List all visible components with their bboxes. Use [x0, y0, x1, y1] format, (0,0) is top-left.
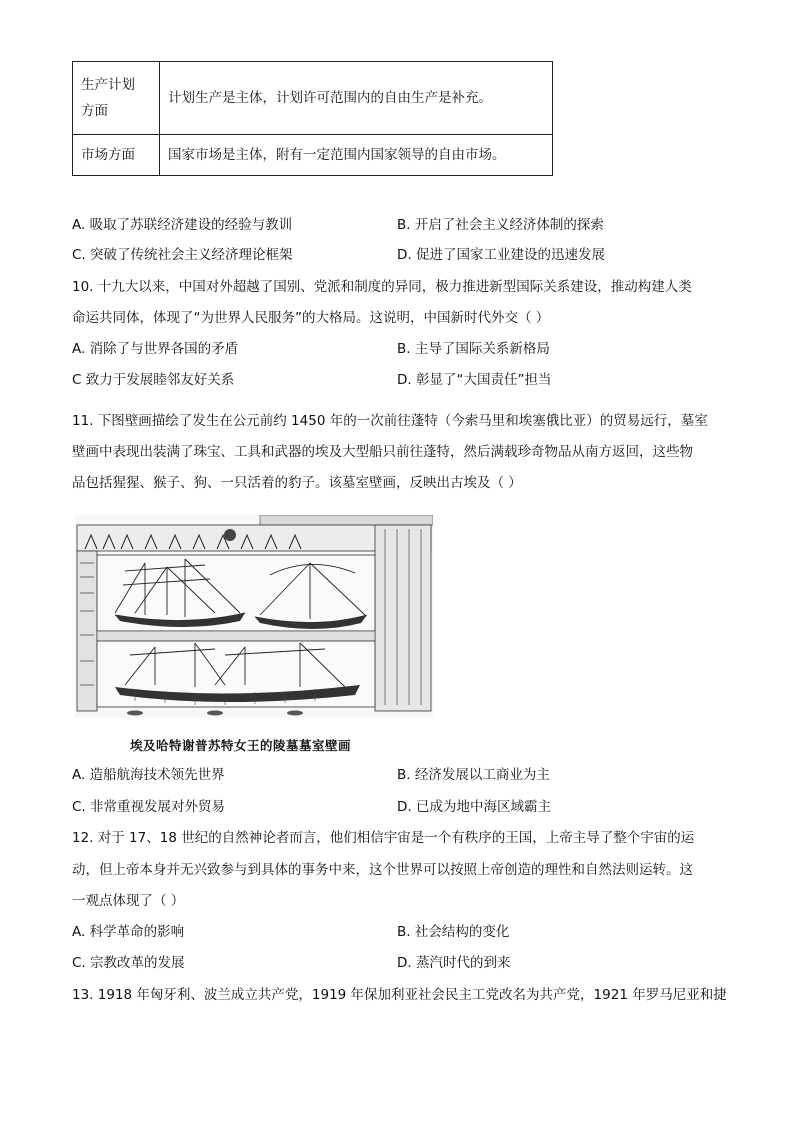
q12-option-c: C. 宗教改革的发展 — [72, 955, 185, 971]
tomb-mural-image — [75, 515, 433, 718]
q11-option-c: C. 非常重视发展对外贸易 — [72, 799, 226, 815]
q9-option-a: A. 吸取了苏联经济建设的经验与教训 — [72, 217, 293, 233]
table-row-header: 生产计划方面 — [73, 62, 160, 135]
q9-option-b: B. 开启了社会主义经济体制的探索 — [397, 217, 604, 233]
comparison-table — [72, 61, 553, 176]
table-row — [73, 62, 553, 135]
q11-stem-line2: 壁画中表现出装满了珠宝、工具和武器的埃及大型船只前往蓬特，然后满载珍奇物品从南方返回，这些物 — [72, 444, 693, 460]
q12-option-d: D. 蒸汽时代的到来 — [397, 955, 511, 971]
q11-option-d: D. 已成为地中海区域霸主 — [397, 799, 551, 815]
q12-stem-line1: 12. 对于 17、18 世纪的自然神论者而言，他们相信宇宙是一个有秩序的王国，上帝主导了整个宇宙的运 — [72, 830, 695, 846]
table-cell: 计划生产是主体，计划许可范围内的自由生产是补充。 — [160, 62, 553, 135]
q10-option-d: D. 彰显了“大国责任”担当 — [397, 372, 552, 388]
figure-caption: 埃及哈特谢普苏特女王的陵墓墓室壁画 — [130, 738, 352, 753]
q12-option-a: A. 科学革命的影响 — [72, 924, 185, 940]
table-row — [73, 135, 553, 176]
q10-stem-line2: 命运共同体，体现了“为世界人民服务”的大格局。这说明，中国新时代外交（ ） — [72, 310, 550, 326]
mural-drawing — [75, 515, 433, 718]
q12-stem-line3: 一观点体现了（ ） — [72, 893, 185, 909]
table-row-header: 市场方面 — [73, 135, 160, 176]
q10-option-c: C 致力于发展睦邻友好关系 — [72, 372, 235, 388]
q12-stem-line2: 动，但上帝本身并无兴致参与到具体的事务中来，这个世界可以按照上帝创造的理性和自然法则运转。这 — [72, 862, 693, 878]
q11-option-a: A. 造船航海技术领先世界 — [72, 767, 225, 783]
q9-option-c: C. 突破了传统社会主义经济理论框架 — [72, 247, 293, 263]
table-cell: 国家市场是主体，附有一定范围内国家领导的自由市场。 — [160, 135, 553, 176]
q11-stem-line3: 品包括猩猩、猴子、狗、一只活着的豹子。该墓室壁画，反映出古埃及（ ） — [72, 475, 522, 491]
q10-option-b: B. 主导了国际关系新格局 — [397, 341, 550, 357]
q9-option-d: D. 促进了国家工业建设的迅速发展 — [397, 247, 605, 263]
q12-option-b: B. 社会结构的变化 — [397, 924, 510, 940]
q11-option-b: B. 经济发展以工商业为主 — [397, 767, 550, 783]
q10-stem-line1: 10. 十九大以来，中国对外超越了国别、党派和制度的异同，极力推进新型国际关系建设，推动构建人类 — [72, 279, 692, 295]
q10-option-a: A. 消除了与世界各国的矛盾 — [72, 341, 239, 357]
q11-stem-line1: 11. 下图壁画描绘了发生在公元前约 1450 年的一次前往蓬特（今索马里和埃塞俄比亚）的贸易远行，墓室 — [72, 413, 708, 429]
q13-stem-line1: 13. 1918 年匈牙利、波兰成立共产党，1919 年保加利亚社会民主工党改名为共产党，1921 年罗马尼亚和捷 — [72, 987, 727, 1003]
